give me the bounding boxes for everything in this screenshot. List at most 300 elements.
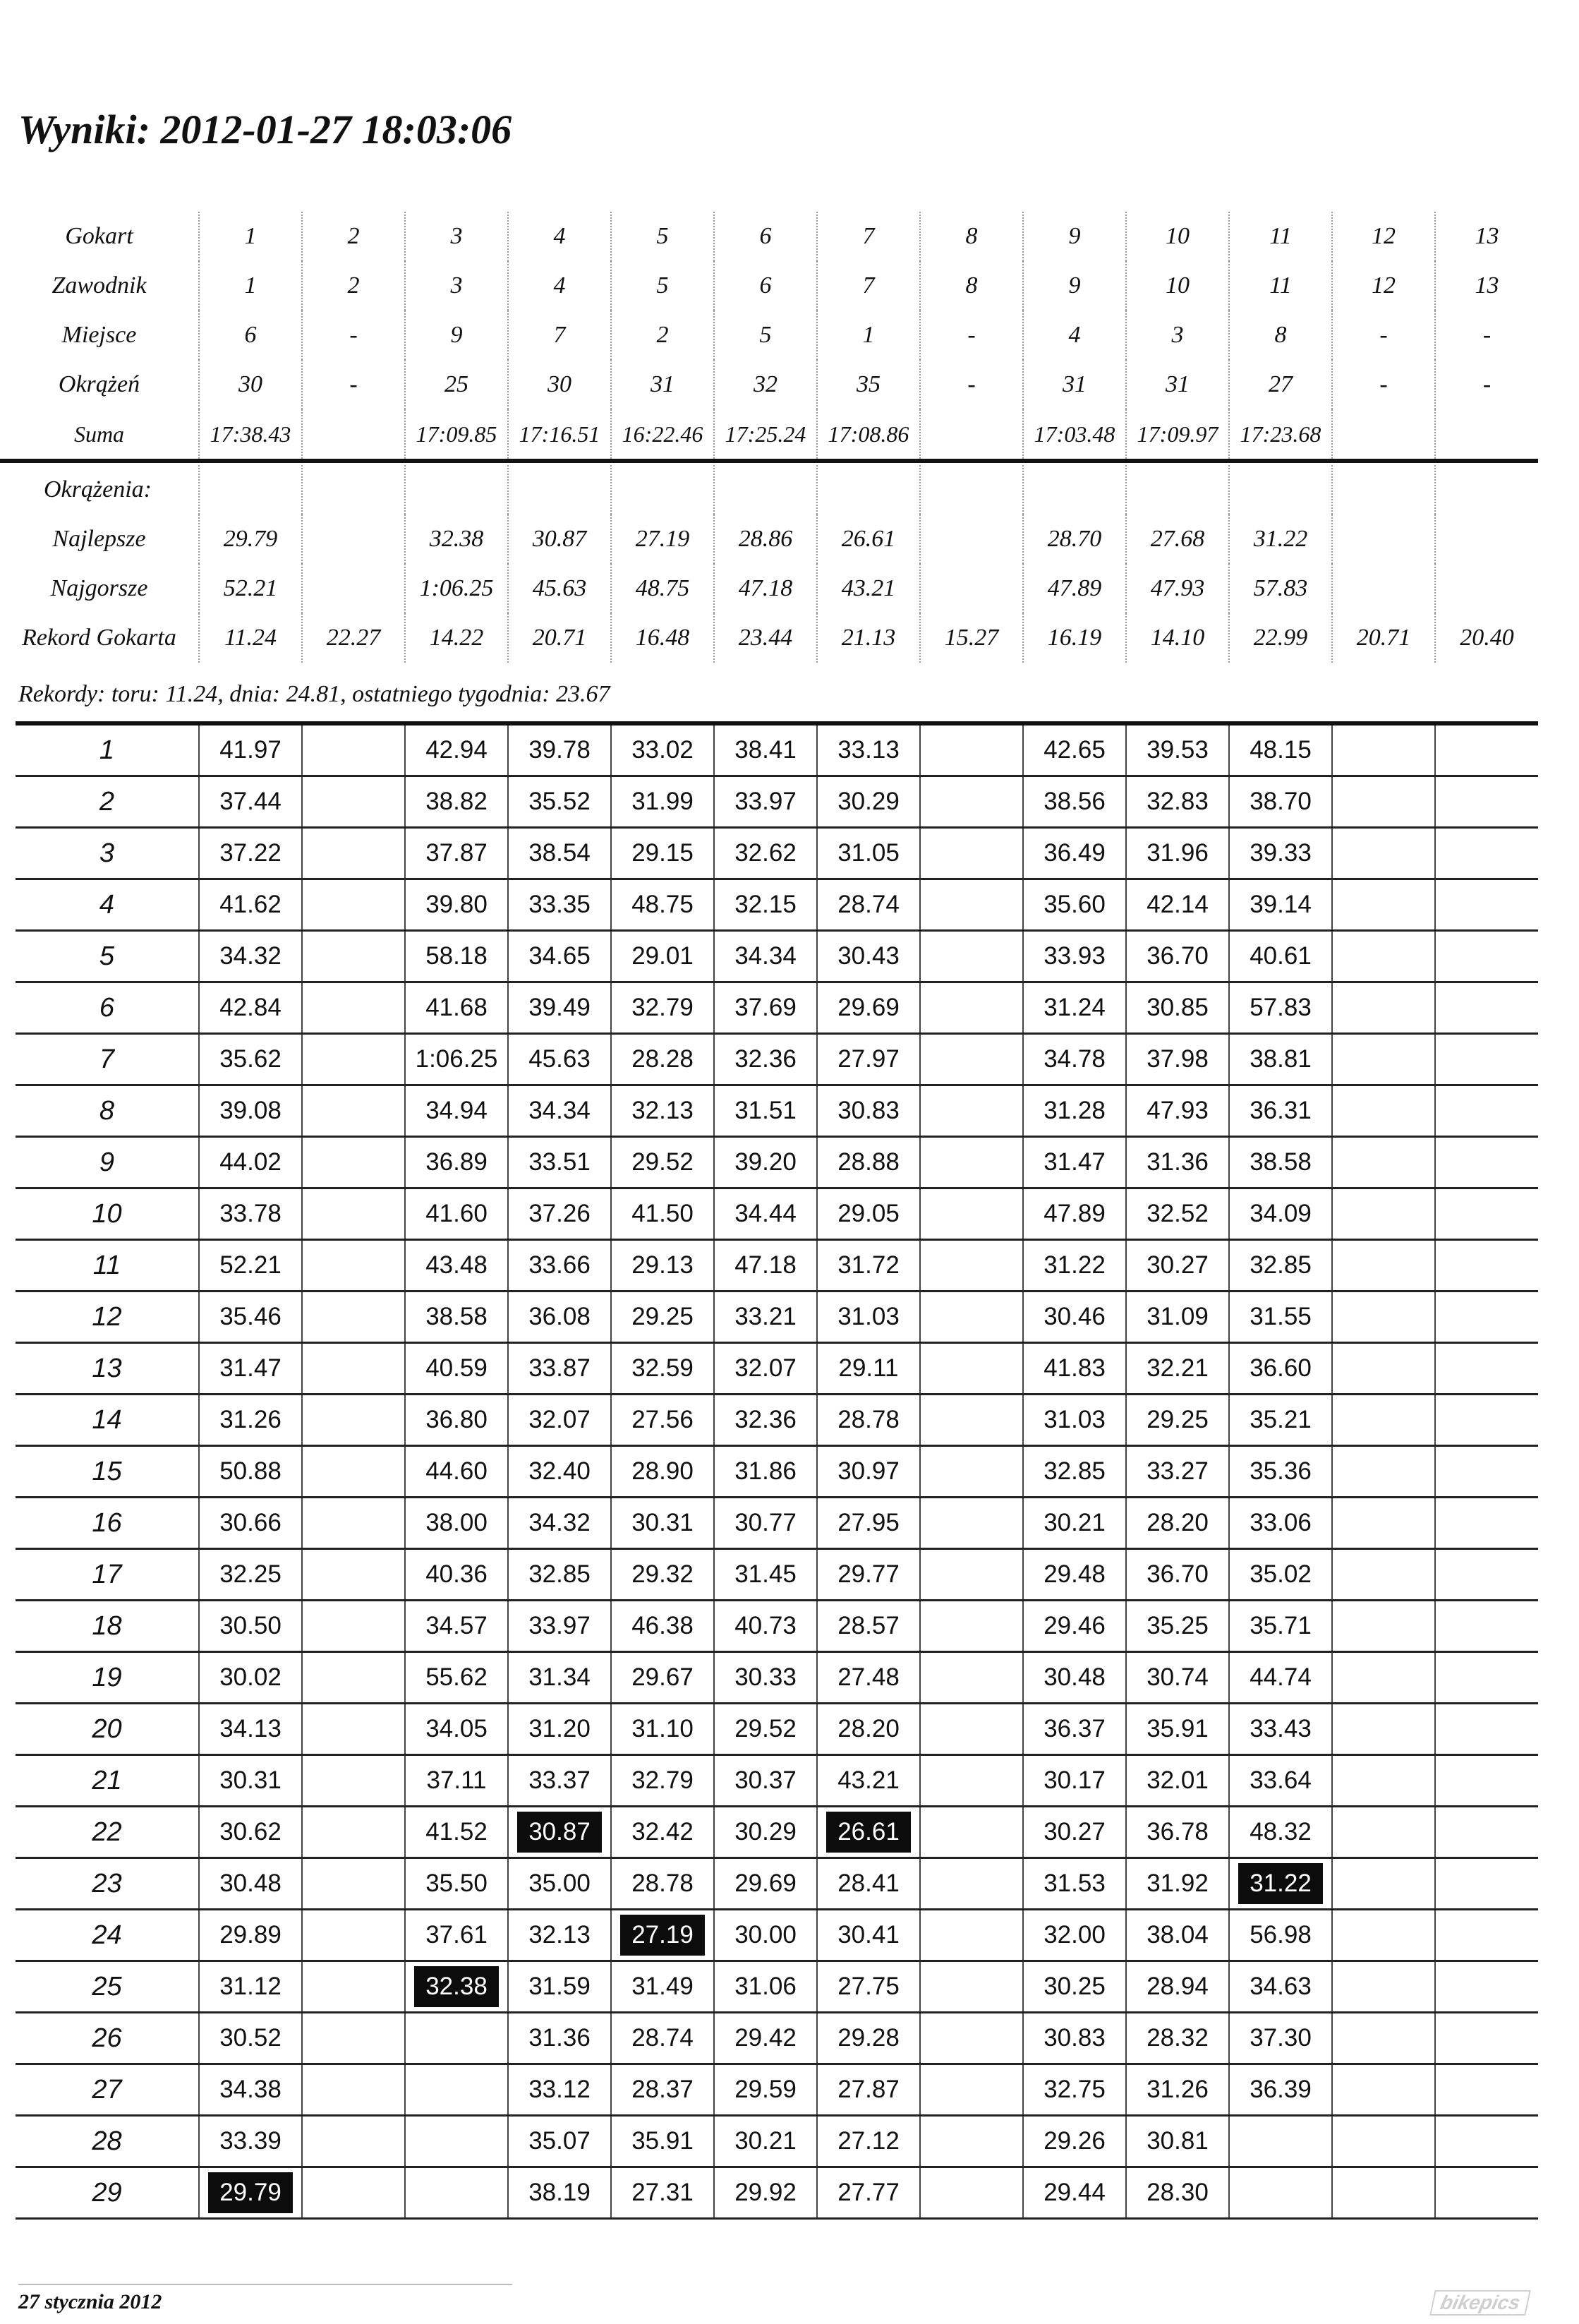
lap-time-cell — [302, 1961, 405, 2013]
summary-cell: 17:09.97 — [1126, 409, 1229, 461]
summary-cell: 27.68 — [1126, 514, 1229, 564]
lap-time-cell — [1332, 2013, 1435, 2064]
lap-number: 8 — [16, 1085, 199, 1137]
lap-time-cell: 34.32 — [508, 1498, 611, 1549]
summary-cell: 17:16.51 — [508, 409, 611, 461]
lap-time-cell: 32.79 — [611, 1755, 714, 1807]
lap-row — [16, 1807, 1538, 1858]
lap-time-cell: 29.32 — [611, 1549, 714, 1601]
lap-number: 24 — [16, 1910, 199, 1961]
lap-time-cell — [302, 1549, 405, 1601]
summary-cell: 1 — [199, 212, 302, 261]
lap-time-cell: 31.47 — [199, 1343, 302, 1395]
lap-time-cell — [920, 1137, 1023, 1188]
lap-time-cell: 33.39 — [199, 2116, 302, 2167]
lap-time-cell: 34.38 — [199, 2064, 302, 2116]
summary-cell: 17:03.48 — [1023, 409, 1126, 461]
summary-label-najlepsze: Najlepsze — [52, 526, 146, 552]
summary-cell: - — [1435, 311, 1538, 360]
lap-time-cell: 29.46 — [1023, 1601, 1126, 1652]
lap-row — [16, 2116, 1538, 2167]
summary-cell: 7 — [508, 311, 611, 360]
summary-cell — [920, 465, 1023, 514]
lap-time-cell: 41.50 — [611, 1188, 714, 1240]
lap-time-cell: 35.21 — [1229, 1395, 1332, 1446]
lap-time-cell: 29.11 — [817, 1343, 920, 1395]
lap-time-cell — [1435, 1446, 1538, 1498]
lap-time-cell — [1435, 1704, 1538, 1755]
lap-time-cell: 31.47 — [1023, 1137, 1126, 1188]
summary-cell: 10 — [1126, 261, 1229, 311]
lap-time-cell: 33.93 — [1023, 931, 1126, 982]
lap-time-cell: 32.85 — [508, 1549, 611, 1601]
lap-time-cell: 34.32 — [199, 931, 302, 982]
lap-row — [16, 723, 1538, 776]
lap-time-cell: 34.34 — [714, 931, 817, 982]
lap-time-cell: 31.05 — [817, 828, 920, 879]
summary-cell: 31.22 — [1229, 514, 1332, 564]
lap-time-cell: 32.59 — [611, 1343, 714, 1395]
lap-time-cell — [920, 1652, 1023, 1704]
summary-cell: - — [920, 360, 1023, 409]
summary-cell: 17:23.68 — [1229, 409, 1332, 461]
lap-row — [16, 982, 1538, 1034]
lap-number: 6 — [16, 982, 199, 1034]
summary-cell: 31 — [611, 360, 714, 409]
lap-time-cell: 40.36 — [405, 1549, 508, 1601]
lap-time-cell: 52.21 — [199, 1240, 302, 1292]
lap-row — [16, 2167, 1538, 2219]
lap-time-cell — [1435, 1137, 1538, 1188]
summary-cell: - — [302, 360, 405, 409]
summary-row-najgorsze — [0, 564, 1538, 613]
summary-cell — [1229, 465, 1332, 514]
summary-cell: 16:22.46 — [611, 409, 714, 461]
lap-row — [16, 1137, 1538, 1188]
summary-cell — [1435, 564, 1538, 613]
lap-time-cell: 34.34 — [508, 1085, 611, 1137]
records-line: Rekordy: toru: 11.24, dnia: 24.81, ostatniego tygodnia: 23.67 — [18, 681, 610, 707]
lap-number: 2 — [16, 776, 199, 828]
lap-time-cell: 39.14 — [1229, 879, 1332, 931]
summary-cell: 17:08.86 — [817, 409, 920, 461]
lap-row — [16, 1755, 1538, 1807]
summary-cell: 13 — [1435, 261, 1538, 311]
lap-time-cell — [920, 1961, 1023, 2013]
lap-time-cell: 33.43 — [1229, 1704, 1332, 1755]
summary-cell: 35 — [817, 360, 920, 409]
lap-time-cell: 31.36 — [508, 2013, 611, 2064]
lap-time-cell: 28.78 — [611, 1858, 714, 1910]
summary-cell: 5 — [611, 261, 714, 311]
lap-time-cell: 37.98 — [1126, 1034, 1229, 1085]
lap-row — [16, 1343, 1538, 1395]
summary-cell — [1435, 465, 1538, 514]
summary-cell: 30.87 — [508, 514, 611, 564]
lap-time-cell: 28.41 — [817, 1858, 920, 1910]
summary-label-zawodnik: Zawodnik — [52, 272, 147, 299]
summary-cell: 12 — [1332, 261, 1435, 311]
lap-time-cell: 29.52 — [611, 1137, 714, 1188]
summary-cell: 15.27 — [920, 613, 1023, 663]
lap-number: 12 — [16, 1292, 199, 1343]
lap-time-cell: 38.58 — [405, 1292, 508, 1343]
lap-time-cell — [302, 1704, 405, 1755]
lap-time-cell: 30.00 — [714, 1910, 817, 1961]
lap-time-cell: 27.75 — [817, 1961, 920, 2013]
summary-cell — [1023, 465, 1126, 514]
lap-time-cell: 41.97 — [199, 723, 302, 776]
summary-table — [0, 212, 1538, 663]
lap-row — [16, 1961, 1538, 2013]
summary-cell: 8 — [920, 261, 1023, 311]
summary-cell: 11 — [1229, 261, 1332, 311]
lap-time-cell — [302, 828, 405, 879]
lap-time-cell: 32.40 — [508, 1446, 611, 1498]
lap-time-cell — [1332, 1085, 1435, 1137]
lap-time-cell: 30.62 — [199, 1807, 302, 1858]
summary-cell — [920, 514, 1023, 564]
summary-cell: - — [302, 311, 405, 360]
summary-cell: 4 — [1023, 311, 1126, 360]
lap-time-cell: 38.54 — [508, 828, 611, 879]
lap-time-cell — [1435, 1395, 1538, 1446]
lap-time-cell: 29.42 — [714, 2013, 817, 2064]
lap-time-cell: 32.42 — [611, 1807, 714, 1858]
summary-cell: 32 — [714, 360, 817, 409]
lap-time-cell: 32.13 — [508, 1910, 611, 1961]
lap-number: 4 — [16, 879, 199, 931]
lap-number: 16 — [16, 1498, 199, 1549]
lap-time-cell — [920, 982, 1023, 1034]
lap-time-cell: 36.78 — [1126, 1807, 1229, 1858]
lap-time-cell: 48.15 — [1229, 723, 1332, 776]
lap-time-cell: 39.49 — [508, 982, 611, 1034]
lap-time-cell: 34.13 — [199, 1704, 302, 1755]
lap-time-cell: 38.19 — [508, 2167, 611, 2219]
lap-time-cell: 30.43 — [817, 931, 920, 982]
lap-time-cell: 39.08 — [199, 1085, 302, 1137]
lap-time-cell: 28.57 — [817, 1601, 920, 1652]
summary-cell: 3 — [405, 212, 508, 261]
lap-number: 3 — [16, 828, 199, 879]
lap-time-cell: 40.61 — [1229, 931, 1332, 982]
lap-time-cell — [1229, 2116, 1332, 2167]
lap-time-cell: 36.89 — [405, 1137, 508, 1188]
lap-time-cell: 27.12 — [817, 2116, 920, 2167]
lap-time-cell: 30.83 — [817, 1085, 920, 1137]
lap-time-cell: 41.60 — [405, 1188, 508, 1240]
lap-time-cell — [920, 1085, 1023, 1137]
summary-cell: 27 — [1229, 360, 1332, 409]
footer-date: 27 stycznia 2012 — [18, 2290, 162, 2313]
lap-time-cell: 32.13 — [611, 1085, 714, 1137]
lap-row — [16, 1395, 1538, 1446]
lap-time-cell — [920, 1343, 1023, 1395]
lap-time-cell: 30.77 — [714, 1498, 817, 1549]
summary-cell: 9 — [405, 311, 508, 360]
summary-cell: 17:25.24 — [714, 409, 817, 461]
summary-cell: 22.27 — [302, 613, 405, 663]
lap-time-cell: 58.18 — [405, 931, 508, 982]
summary-cell — [920, 409, 1023, 461]
summary-cell: 20.40 — [1435, 613, 1538, 663]
watermark-logo: bikepics — [1429, 2290, 1531, 2316]
lap-time-cell: 34.57 — [405, 1601, 508, 1652]
lap-time-cell — [1332, 1961, 1435, 2013]
summary-cell: 3 — [1126, 311, 1229, 360]
lap-time-cell — [1332, 1807, 1435, 1858]
lap-time-cell: 30.21 — [1023, 1498, 1126, 1549]
lap-number: 11 — [16, 1240, 199, 1292]
lap-time-cell — [1332, 828, 1435, 879]
summary-cell: 11 — [1229, 212, 1332, 261]
lap-time-cell: 36.60 — [1229, 1343, 1332, 1395]
lap-time-cell: 29.48 — [1023, 1549, 1126, 1601]
lap-time-cell: 30.37 — [714, 1755, 817, 1807]
lap-time-cell — [920, 828, 1023, 879]
summary-cell: 43.21 — [817, 564, 920, 613]
summary-cell: 7 — [817, 212, 920, 261]
lap-time-cell — [1332, 2116, 1435, 2167]
lap-time-cell: 35.62 — [199, 1034, 302, 1085]
lap-row — [16, 1498, 1538, 1549]
lap-time-cell: 32.62 — [714, 828, 817, 879]
lap-time-cell: 33.78 — [199, 1188, 302, 1240]
summary-row-zawodnik — [0, 261, 1538, 311]
lap-row — [16, 2013, 1538, 2064]
lap-time-cell: 39.20 — [714, 1137, 817, 1188]
lap-time-cell: 29.26 — [1023, 2116, 1126, 2167]
lap-time-cell: 28.74 — [611, 2013, 714, 2064]
summary-cell: 8 — [920, 212, 1023, 261]
lap-time-cell — [920, 1549, 1023, 1601]
lap-time-cell: 35.60 — [1023, 879, 1126, 931]
lap-time-cell: 31.92 — [1126, 1858, 1229, 1910]
lap-row — [16, 1652, 1538, 1704]
lap-time-cell: 31.26 — [1126, 2064, 1229, 2116]
lap-time-cell — [1332, 776, 1435, 828]
lap-time-cell: 27.77 — [817, 2167, 920, 2219]
lap-time-cell — [302, 1446, 405, 1498]
summary-cell: 47.93 — [1126, 564, 1229, 613]
summary-cell: 52.21 — [199, 564, 302, 613]
lap-time-cell: 36.37 — [1023, 1704, 1126, 1755]
summary-cell: 6 — [714, 261, 817, 311]
summary-cell: 14.10 — [1126, 613, 1229, 663]
lap-time-cell: 31.28 — [1023, 1085, 1126, 1137]
lap-time-cell — [920, 1601, 1023, 1652]
lap-time-cell — [920, 2167, 1023, 2219]
lap-time-cell: 38.04 — [1126, 1910, 1229, 1961]
lap-time-cell — [1435, 1240, 1538, 1292]
lap-time-cell: 28.94 — [1126, 1961, 1229, 2013]
lap-time-cell: 35.36 — [1229, 1446, 1332, 1498]
lap-time-cell: 36.49 — [1023, 828, 1126, 879]
lap-time-cell: 33.06 — [1229, 1498, 1332, 1549]
lap-time-cell: 30.33 — [714, 1652, 817, 1704]
lap-time-cell: 47.89 — [1023, 1188, 1126, 1240]
summary-cell — [302, 465, 405, 514]
summary-cell — [1435, 514, 1538, 564]
lap-time-cell: 43.21 — [817, 1755, 920, 1807]
lap-time-cell — [302, 1601, 405, 1652]
best-lap-highlight: 30.87 — [517, 1812, 602, 1853]
lap-time-cell: 37.11 — [405, 1755, 508, 1807]
summary-row-suma — [0, 409, 1538, 461]
lap-time-cell: 38.00 — [405, 1498, 508, 1549]
lap-time-cell — [405, 2116, 508, 2167]
lap-time-cell — [1435, 931, 1538, 982]
lap-time-cell: 42.14 — [1126, 879, 1229, 931]
lap-time-cell: 30.21 — [714, 2116, 817, 2167]
lap-time-cell — [920, 1498, 1023, 1549]
lap-time-cell: 30.29 — [817, 776, 920, 828]
lap-time-cell — [302, 723, 405, 776]
lap-time-cell: 35.91 — [611, 2116, 714, 2167]
lap-time-cell: 30.29 — [714, 1807, 817, 1858]
lap-time-cell — [1332, 1395, 1435, 1446]
summary-cell: 1 — [199, 261, 302, 311]
summary-cell: 20.71 — [1332, 613, 1435, 663]
lap-time-cell: 29.77 — [817, 1549, 920, 1601]
lap-time-cell: 35.00 — [508, 1858, 611, 1910]
lap-time-cell — [302, 1292, 405, 1343]
summary-cell — [1332, 514, 1435, 564]
lap-row — [16, 1704, 1538, 1755]
lap-time-cell — [405, 2167, 508, 2219]
lap-time-cell — [1435, 1549, 1538, 1601]
page-title: Wyniki: 2012-01-27 18:03:06 — [18, 107, 512, 152]
lap-time-cell: 34.78 — [1023, 1034, 1126, 1085]
lap-time-cell — [1332, 1446, 1435, 1498]
lap-time-cell — [302, 1188, 405, 1240]
lap-time-cell: 30.81 — [1126, 2116, 1229, 2167]
lap-time-cell: 38.70 — [1229, 776, 1332, 828]
lap-time-cell: 30.48 — [1023, 1652, 1126, 1704]
lap-time-cell: 30.97 — [817, 1446, 920, 1498]
lap-number: 25 — [16, 1961, 199, 2013]
lap-time-cell: 30.17 — [1023, 1755, 1126, 1807]
lap-time-cell: 31.22 — [1023, 1240, 1126, 1292]
summary-cell: 4 — [508, 212, 611, 261]
lap-time-cell: 33.02 — [611, 723, 714, 776]
summary-cell: - — [1332, 311, 1435, 360]
lap-time-cell: 28.74 — [817, 879, 920, 931]
summary-cell: 1:06.25 — [405, 564, 508, 613]
summary-cell: 10 — [1126, 212, 1229, 261]
lap-time-cell: 37.22 — [199, 828, 302, 879]
lap-time-cell — [302, 2167, 405, 2219]
lap-time-cell: 27.97 — [817, 1034, 920, 1085]
lap-time-cell: 41.68 — [405, 982, 508, 1034]
lap-time-cell — [1332, 1292, 1435, 1343]
lap-time-cell: 44.60 — [405, 1446, 508, 1498]
best-lap-cell — [817, 1807, 920, 1858]
summary-cell — [1332, 564, 1435, 613]
summary-cell: 3 — [405, 261, 508, 311]
best-lap-highlight: 27.19 — [620, 1915, 705, 1956]
lap-time-cell — [1332, 2064, 1435, 2116]
lap-time-cell — [1435, 1961, 1538, 2013]
lap-time-cell — [302, 1807, 405, 1858]
lap-number: 27 — [16, 2064, 199, 2116]
lap-time-cell: 48.32 — [1229, 1807, 1332, 1858]
lap-time-cell — [1332, 1343, 1435, 1395]
lap-time-cell: 30.83 — [1023, 2013, 1126, 2064]
lap-time-cell — [920, 1395, 1023, 1446]
summary-cell: 23.44 — [714, 613, 817, 663]
lap-time-cell: 45.63 — [508, 1034, 611, 1085]
lap-time-cell: 42.65 — [1023, 723, 1126, 776]
lap-time-cell: 37.44 — [199, 776, 302, 828]
summary-cell: 28.86 — [714, 514, 817, 564]
lap-time-cell — [920, 1240, 1023, 1292]
laps-table — [16, 721, 1538, 2220]
lap-time-cell: 47.18 — [714, 1240, 817, 1292]
lap-time-cell — [1435, 1343, 1538, 1395]
lap-time-cell — [1435, 1858, 1538, 1910]
lap-time-cell: 29.28 — [817, 2013, 920, 2064]
lap-time-cell: 31.72 — [817, 1240, 920, 1292]
summary-cell: 57.83 — [1229, 564, 1332, 613]
lap-time-cell: 29.15 — [611, 828, 714, 879]
lap-time-cell — [1332, 1549, 1435, 1601]
lap-time-cell — [1332, 1137, 1435, 1188]
lap-time-cell — [1332, 1498, 1435, 1549]
summary-cell: 11.24 — [199, 613, 302, 663]
lap-time-cell: 31.59 — [508, 1961, 611, 2013]
summary-cell: 22.99 — [1229, 613, 1332, 663]
lap-time-cell — [920, 1034, 1023, 1085]
summary-row-gokart — [0, 212, 1538, 261]
summary-row-okrazenia — [0, 465, 1538, 514]
lap-time-cell: 30.50 — [199, 1601, 302, 1652]
lap-time-cell: 30.27 — [1126, 1240, 1229, 1292]
lap-number: 26 — [16, 2013, 199, 2064]
summary-cell: 31 — [1023, 360, 1126, 409]
lap-time-cell: 30.31 — [611, 1498, 714, 1549]
lap-time-cell: 28.32 — [1126, 2013, 1229, 2064]
lap-time-cell: 28.30 — [1126, 2167, 1229, 2219]
lap-time-cell: 33.97 — [714, 776, 817, 828]
lap-time-cell: 32.21 — [1126, 1343, 1229, 1395]
lap-time-cell: 31.49 — [611, 1961, 714, 2013]
lap-time-cell — [1435, 1188, 1538, 1240]
lap-row — [16, 828, 1538, 879]
lap-row — [16, 931, 1538, 982]
lap-time-cell: 41.83 — [1023, 1343, 1126, 1395]
lap-number: 19 — [16, 1652, 199, 1704]
lap-time-cell — [302, 1240, 405, 1292]
lap-time-cell: 28.28 — [611, 1034, 714, 1085]
lap-time-cell: 27.95 — [817, 1498, 920, 1549]
summary-cell: 12 — [1332, 212, 1435, 261]
lap-time-cell — [1332, 1755, 1435, 1807]
lap-time-cell — [1332, 931, 1435, 982]
summary-cell: 20.71 — [508, 613, 611, 663]
summary-cell: - — [920, 311, 1023, 360]
lap-time-cell: 29.67 — [611, 1652, 714, 1704]
lap-time-cell — [1435, 1292, 1538, 1343]
lap-time-cell: 31.36 — [1126, 1137, 1229, 1188]
summary-cell: 16.48 — [611, 613, 714, 663]
summary-label-okrazen: Okrążeń — [58, 371, 140, 397]
lap-number: 21 — [16, 1755, 199, 1807]
lap-number: 22 — [16, 1807, 199, 1858]
lap-time-cell: 27.31 — [611, 2167, 714, 2219]
lap-row — [16, 879, 1538, 931]
